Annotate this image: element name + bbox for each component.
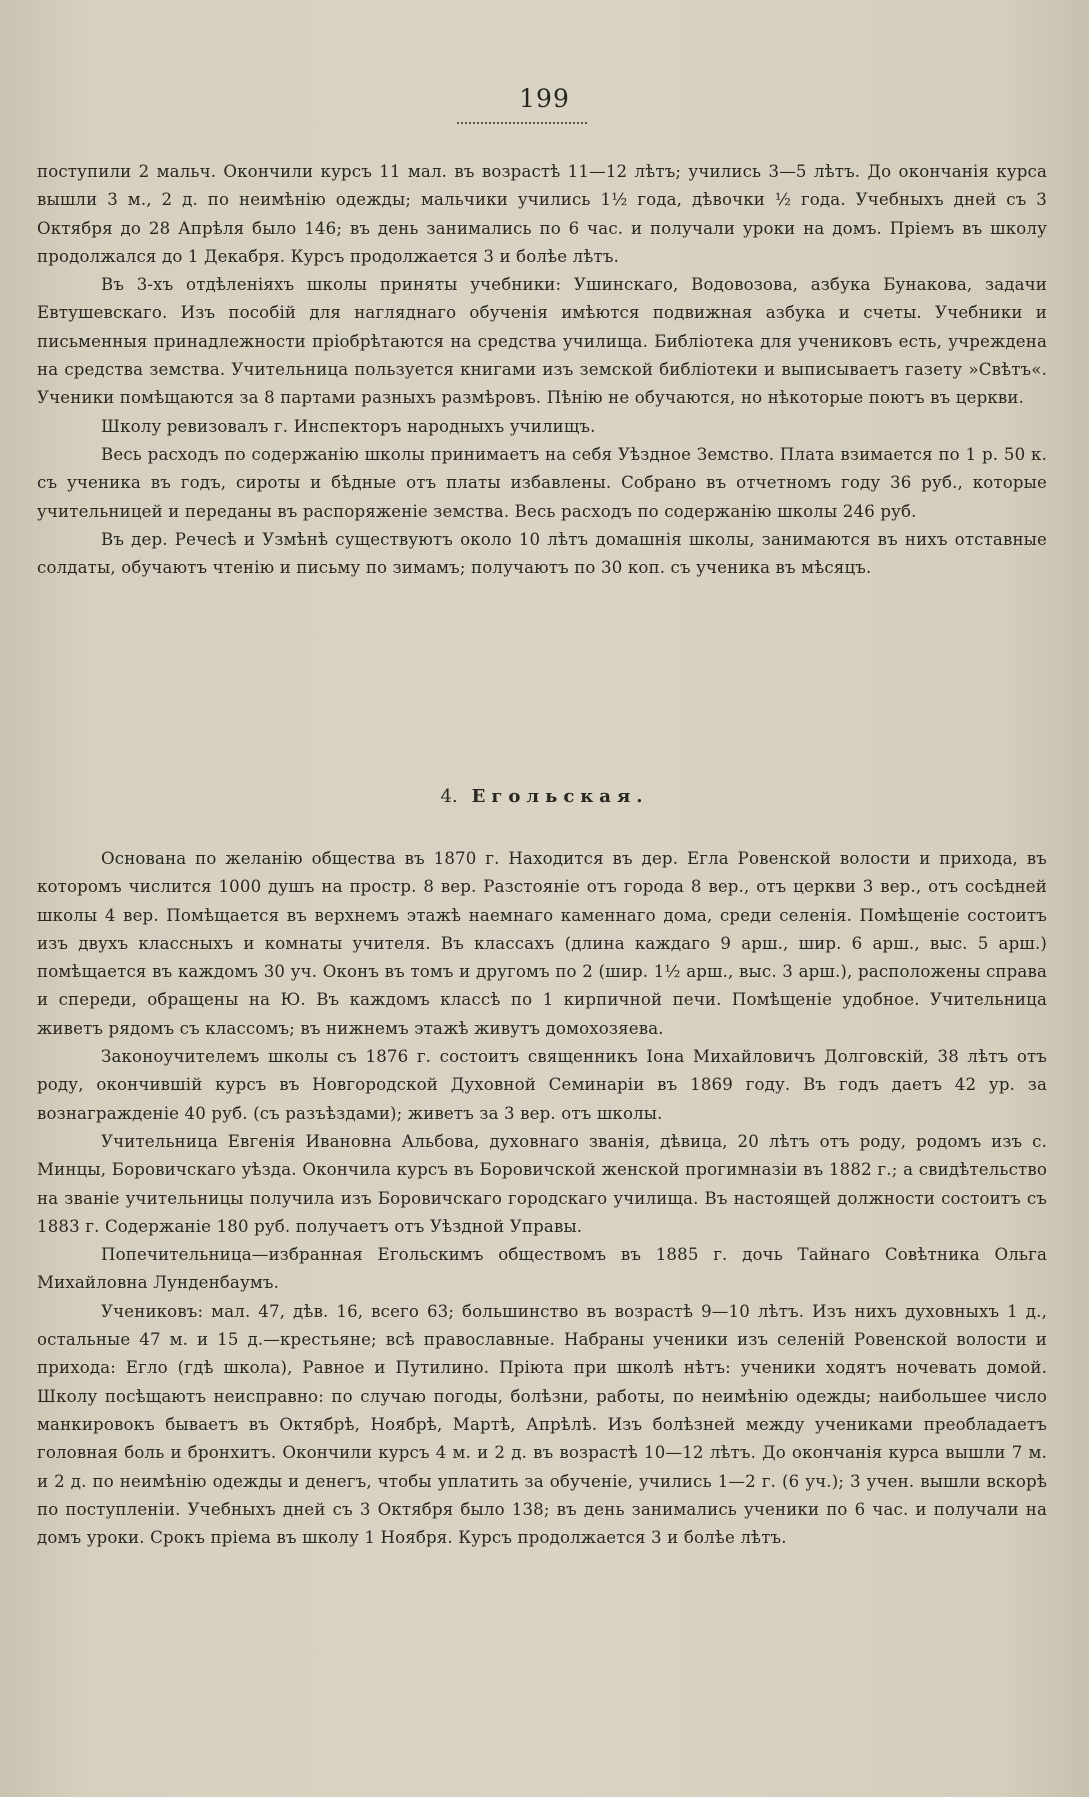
paragraph: Основана по желанію общества въ 1870 г. Находится въ дер. Егла Ровенской волости и прихода, въ которомъ числится 1000 душъ на простр. 8 вер. Разстояніе отъ города 8 вер., отъ церкви 3 вер., отъ сосѣдней школы 4 вер. Помѣщается въ верхнемъ этажѣ наемнаго каменнаго дома, среди селенія. Помѣщеніе состоитъ изъ двухъ классныхъ и комнаты учителя. Въ классахъ (длина каждаго 9 арш., шир. 6 арш., выс. 5 арш.) помѣщается въ каждомъ 30 уч. Оконъ въ томъ и другомъ по 2 (шир. 1½ арш., выс. 3 арш.), расположены справа и спереди, обращены на Ю. Въ каждомъ классѣ по 1 кирпичной печи. Помѣщеніе удобное. Учительница живетъ рядомъ съ классомъ; въ нижнемъ этажѣ живутъ домохозяева. [37,849,1047,1038]
text-block-continued [37,158,1047,582]
paragraph: Законоучителемъ школы съ 1876 г. состоитъ священникъ Іона Михайловичъ Долговскій, 38 лѣтъ отъ роду, окончившій курсъ въ Новгородской Духовной Семинаріи въ 1869 году. Въ годъ даетъ 42 ур. за вознагражденіе 40 руб. (съ разъѣздами); живетъ за 3 вер. отъ школы. [37,1047,1047,1123]
paragraph: Учениковъ: мал. 47, дѣв. 16, всего 63; большинство въ возрастѣ 9—10 лѣтъ. Изъ нихъ духовныхъ 1 д., остальные 47 м. и 15 д.—крестьяне; всѣ православные. Набраны ученики изъ селеній Ровенской волости и прихода: Егло (гдѣ школа), Равное и Путилино. Пріюта при школѣ нѣтъ: ученики ходятъ ночевать домой. Школу посѣщаютъ неисправно: по случаю погоды, болѣзни, работы, по неимѣнію одежды; наибольшее число манкировокъ бываетъ въ Октябрѣ, Ноябрѣ, Мартѣ, Апрѣлѣ. Изъ болѣзней между учениками преобладаетъ головная боль и бронхитъ. Окончили курсъ 4 м. и 2 д. въ возрастѣ 10—12 лѣтъ. До окончанія курса вышли 7 м. и 2 д. по неимѣнію одежды и денегъ, чтобы уплатить за обученіе, учились 1—2 г. (6 уч.); 3 учен. вышли вскорѣ по поступленіи. Учебныхъ дней съ 3 Октября было 138; въ день занимались ученики по 6 час. и получали на домъ уроки. Срокъ пріема въ школу 1 Ноября. Курсъ продолжается 3 и болѣе лѣтъ. [37,1301,1047,1548]
section-number: 4. [440,786,458,807]
paragraph: Школу ревизовалъ г. Инспекторъ народныхъ училищъ. [101,416,596,436]
paragraph: Весь расходъ по содержанію школы принимаетъ на себя Уѣздное Земство. Плата взимается по 1 р. 50 к. съ ученика въ годъ, сироты и бѣдные отъ платы избавлены. Собрано въ отчетномъ году 36 руб., которые учительницей и переданы въ распоряженіе земства. Весь расходъ по содержанію школы 246 руб. [37,444,1047,521]
section-heading [0,786,1089,807]
text-block-section [37,845,1047,1552]
paragraph: Попечительница—избранная Егольскимъ обществомъ въ 1885 г. дочь Тайнаго Совѣтника Ольга Михайловна Лунденбаумъ. [37,1245,1047,1293]
paragraph: Въ 3-хъ отдѣленіяхъ школы приняты учебники: Ушинскаго, Водовозова, азбука Бунакова, задачи Евтушевскаго. Изъ пособій для нагляднаго обученія имѣются подвижная азбука и счеты. Учебники и письменныя принадлежности пріобрѣтаются на средства училища. Библіотека для учениковъ есть, учреждена на средства земства. Учительница пользуется книгами изъ земской библіотеки и выписываетъ газету »Свѣтъ«. Ученики помѣщаются за 8 партами разныхъ размѣровъ. Пѣнію не обучаются, но нѣкоторые поютъ въ церкви. [37,275,1047,408]
page-number: 199 [519,84,570,113]
paragraph: Учительница Евгенія Ивановна Альбова, духовнаго званія, дѣвица, 20 лѣтъ отъ роду, родомъ изъ с. Минцы, Боровичскаго уѣзда. Окончила курсъ въ Боровичской женской прогимназіи въ 1882 г.; а свидѣтельство на званіе учительницы получила изъ Боровичскаго городскаго училища. Въ настоящей должности состоитъ съ 1883 г. Содержаніе 180 руб. получаетъ отъ Уѣздной Управы. [37,1131,1047,1236]
page-number-ornament [457,118,587,124]
paragraph: Въ дер. Речесѣ и Узмѣнѣ существуютъ около 10 лѣтъ домашнія школы, занимаются въ нихъ отставные солдаты, обучаютъ чтенію и письму по зимамъ; получаютъ по 30 коп. съ ученика въ мѣсяцъ. [37,529,1047,578]
paragraph: поступили 2 мальч. Окончили курсъ 11 мал. въ возрастѣ 11—12 лѣтъ; учились 3—5 лѣтъ. До окончанія курса вышли 3 м., 2 д. по неимѣнію одежды; мальчики учились 1½ года, дѣвочки ½ года. Учебныхъ дней съ 3 Октября до 28 Апрѣля было 146; въ день занимались по 6 час. и получали уроки на домъ. Пріемъ въ школу продолжался до 1 Декабря. Курсъ продолжается 3 и болѣе лѣтъ. [37,162,1047,266]
section-title: Егольская. [471,786,649,807]
